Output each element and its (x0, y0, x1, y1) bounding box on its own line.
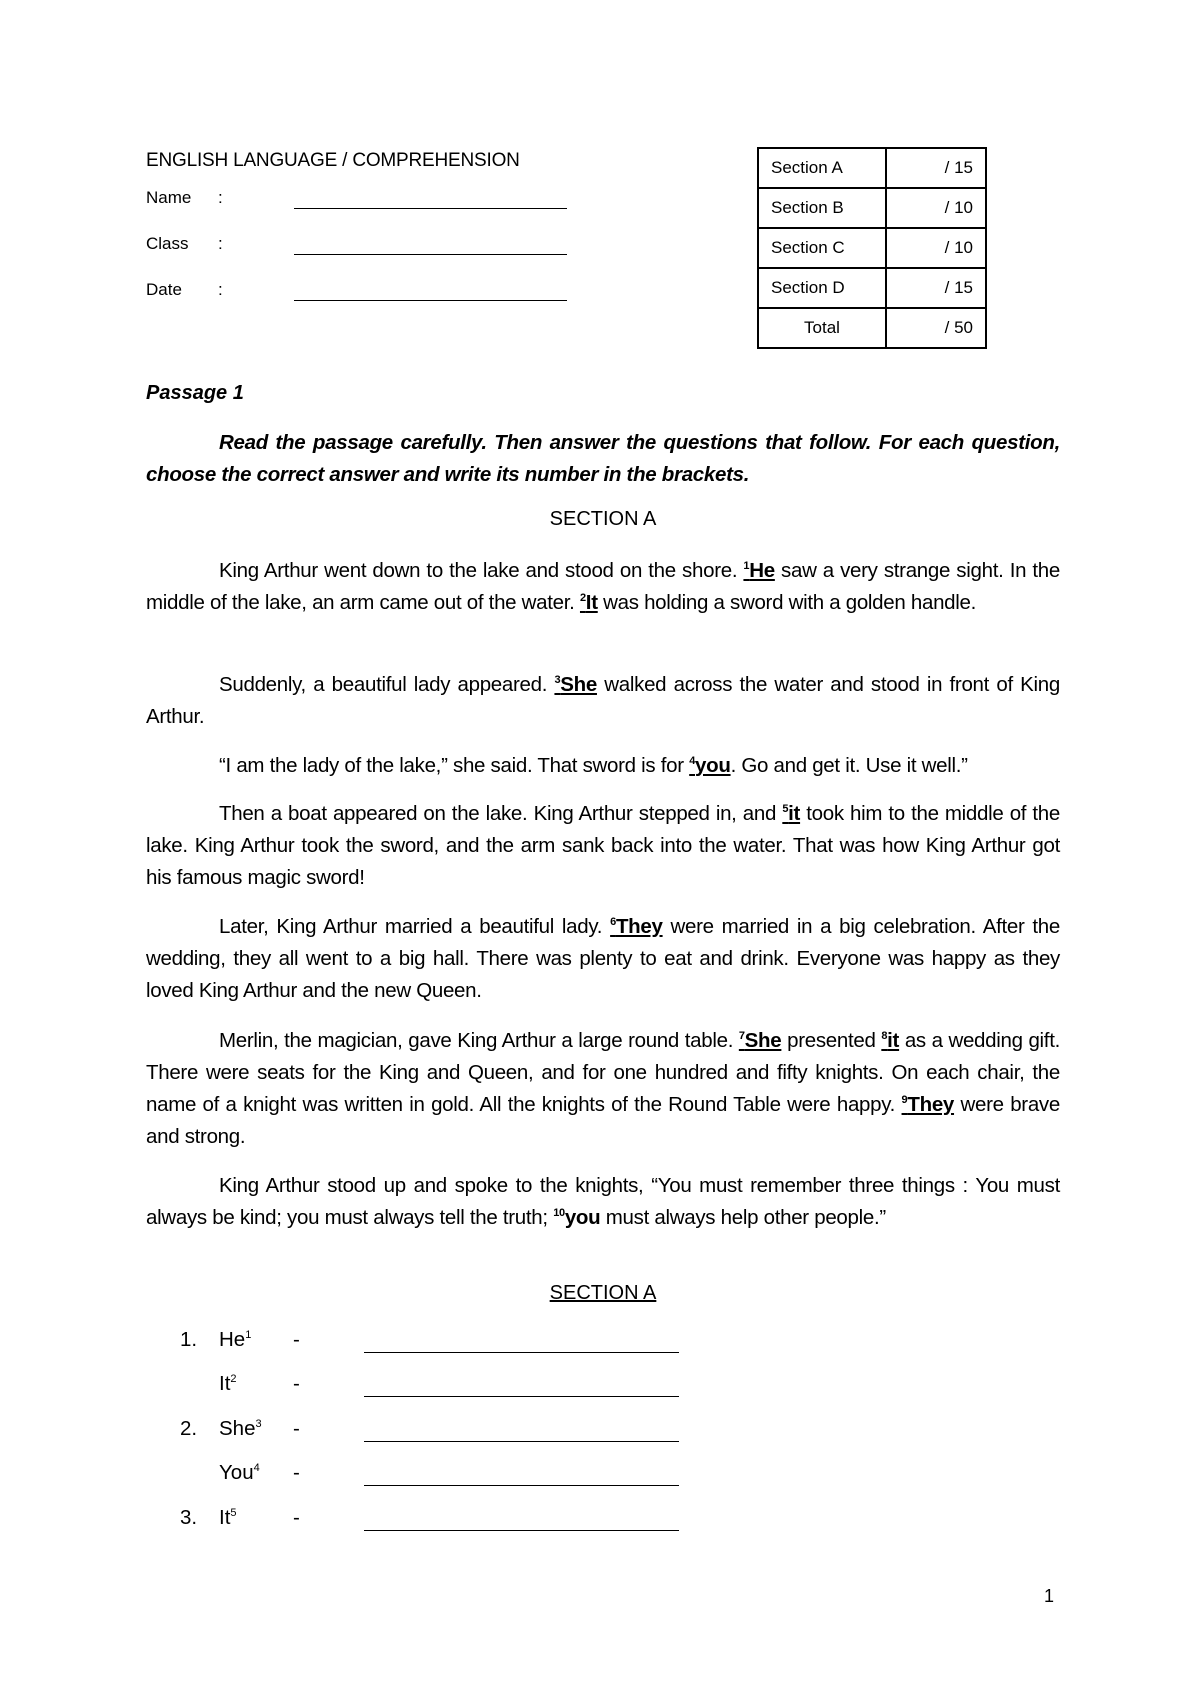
pronoun-number: 4 (253, 1462, 260, 1475)
ref-number: 4 (689, 755, 696, 768)
date-field-row (146, 280, 576, 304)
instructions: Read the passage carefully. Then answer the questions that follow. For each question, choose the correct answer and write its number in the brackets. (146, 431, 1060, 486)
referent-7 (739, 1029, 782, 1052)
answers-section-heading (146, 1282, 1060, 1305)
score-value: / 10 (886, 228, 986, 268)
text: took him to the middle of the lake. King Arthur took the sword, and the arm sank back into the water. That was how King Arthur got his famous magic sword! (146, 802, 1060, 889)
answer-blank-line[interactable] (364, 1530, 679, 1531)
class-field-row (146, 234, 576, 258)
ref-word: They (615, 915, 663, 938)
ref-number: 1 (743, 560, 750, 573)
ref-word: It (585, 591, 598, 614)
ref-word: it (887, 1029, 900, 1052)
score-value: / 15 (886, 268, 986, 308)
dash: - (293, 1328, 300, 1351)
class-label: Class (146, 234, 189, 253)
ref-number: 2 (579, 592, 586, 605)
answer-blank-line[interactable] (364, 1485, 679, 1486)
document-title: ENGLISH LANGUAGE / COMPREHENSION (146, 150, 520, 171)
answer-row-1 (180, 1328, 700, 1358)
name-blank-line[interactable] (294, 208, 567, 209)
score-value: / 15 (886, 148, 986, 188)
score-row-total (758, 308, 986, 348)
pronoun-number: 3 (255, 1418, 262, 1431)
text: as a wedding gift. There were seats for the King and Queen, and for one hundred and fifty knights. On each chair, the name of a knight was written in gold. All the knights of the Round Table were happy. (146, 1029, 1060, 1116)
ref-word: She (560, 673, 597, 696)
text: walked across the water and stood in front of King Arthur. (146, 673, 1060, 728)
score-label: Section A (758, 148, 886, 188)
pronoun (219, 1328, 251, 1352)
pronoun-word: She (219, 1417, 256, 1440)
ref-number: 6 (610, 916, 616, 929)
ref-word: He (749, 559, 775, 582)
referent-1 (743, 559, 774, 582)
passage-title: Passage 1 (146, 382, 244, 404)
dash: - (293, 1417, 300, 1440)
answer-row-3 (180, 1417, 700, 1447)
answer-blank-line[interactable] (364, 1396, 679, 1397)
referent-2 (580, 591, 598, 614)
referent-3 (554, 673, 597, 696)
dash: - (293, 1506, 300, 1529)
date-blank-line[interactable] (294, 300, 567, 301)
score-value: / 10 (886, 188, 986, 228)
paragraph-6 (146, 1025, 1060, 1153)
answer-blank-line[interactable] (364, 1352, 679, 1353)
paragraph-4 (146, 798, 1060, 894)
date-label: Date (146, 280, 182, 299)
text: . Go and get it. Use it well.” (730, 754, 968, 777)
paragraph-3 (146, 750, 1060, 782)
text: Later, King Arthur married a beautiful lady. (219, 915, 611, 938)
score-label: Section C (758, 228, 886, 268)
ref-word: you (564, 1206, 601, 1229)
answer-row-5 (180, 1506, 700, 1536)
pronoun-number: 1 (245, 1329, 252, 1342)
score-value: / 50 (886, 308, 986, 348)
answer-blank-line[interactable] (364, 1441, 679, 1442)
pronoun-word: You (219, 1461, 254, 1484)
question-number: 3. (180, 1506, 198, 1529)
score-label: Section B (758, 188, 886, 228)
answers-heading-text: SECTION A (549, 1282, 657, 1304)
score-row-section-b (758, 188, 986, 228)
referent-5 (782, 802, 800, 825)
paragraph-7 (146, 1170, 1060, 1234)
text: must always help other people.” (600, 1206, 886, 1229)
name-field-row (146, 188, 576, 212)
ref-word: you (695, 754, 731, 777)
page-number: 1 (1044, 1586, 1055, 1606)
text: presented (781, 1029, 882, 1052)
pronoun (219, 1506, 237, 1530)
referent-10 (553, 1206, 600, 1229)
text: Merlin, the magician, gave King Arthur a large round table. (219, 1029, 739, 1052)
text: were brave and strong. (146, 1093, 1060, 1148)
pronoun-word: He (219, 1328, 246, 1351)
referent-8 (881, 1029, 899, 1052)
name-label: Name (146, 188, 192, 207)
class-colon: : (218, 234, 223, 253)
ref-word: She (744, 1029, 782, 1052)
score-table (757, 147, 987, 349)
pronoun (219, 1461, 260, 1485)
pronoun-number: 5 (230, 1507, 237, 1520)
text: King Arthur stood up and spoke to the knights, “You must remember three things : You must always be kind; you must always tell the truth; (146, 1174, 1060, 1229)
paragraph-1 (146, 555, 1060, 619)
question-number: 2. (180, 1417, 198, 1440)
ref-number: 10 (553, 1207, 565, 1220)
ref-number: 7 (738, 1030, 745, 1043)
paragraph-5 (146, 911, 1060, 1007)
ref-number: 5 (782, 803, 789, 816)
text: Then a boat appeared on the lake. King Arthur stepped in, and (219, 802, 783, 825)
pronoun (219, 1372, 237, 1396)
pronoun (219, 1417, 262, 1441)
dash: - (293, 1372, 300, 1395)
referent-6 (610, 915, 662, 938)
ref-number: 3 (554, 674, 561, 687)
text: “I am the lady of the lake,” she said. That sword is for (219, 754, 690, 777)
class-blank-line[interactable] (294, 254, 567, 255)
text: Suddenly, a beautiful lady appeared. (219, 673, 555, 696)
answer-row-4 (180, 1461, 700, 1491)
score-row-section-c (758, 228, 986, 268)
paragraph-2 (146, 669, 1060, 733)
score-row-section-a (758, 148, 986, 188)
score-label: Section D (758, 268, 886, 308)
ref-number: 8 (881, 1030, 888, 1043)
dash: - (293, 1461, 300, 1484)
score-label: Total (758, 308, 886, 348)
answer-row-2 (180, 1372, 700, 1402)
text: saw a very strange sight. In the middle of the lake, an arm came out of the water. (146, 559, 1060, 614)
date-colon: : (218, 280, 223, 299)
referent-9 (902, 1093, 954, 1116)
ref-word: it (788, 802, 801, 825)
text: was holding a sword with a golden handle. (597, 591, 977, 614)
pronoun-word: It (219, 1506, 231, 1529)
score-row-section-d (758, 268, 986, 308)
name-colon: : (218, 188, 223, 207)
section-a-heading: SECTION A (549, 508, 657, 530)
ref-number: 9 (901, 1094, 908, 1107)
question-number: 1. (180, 1328, 198, 1351)
pronoun-number: 2 (230, 1373, 237, 1386)
text: King Arthur went down to the lake and stood on the shore. (219, 559, 744, 582)
text: were married in a big celebration. After the wedding, they all went to a big hall. There was plenty to eat and drink. Everyone was happy as they loved King Arthur and the new Queen. (146, 915, 1060, 1002)
pronoun-word: It (219, 1372, 231, 1395)
referent-4 (689, 754, 730, 777)
ref-word: They (907, 1093, 955, 1116)
